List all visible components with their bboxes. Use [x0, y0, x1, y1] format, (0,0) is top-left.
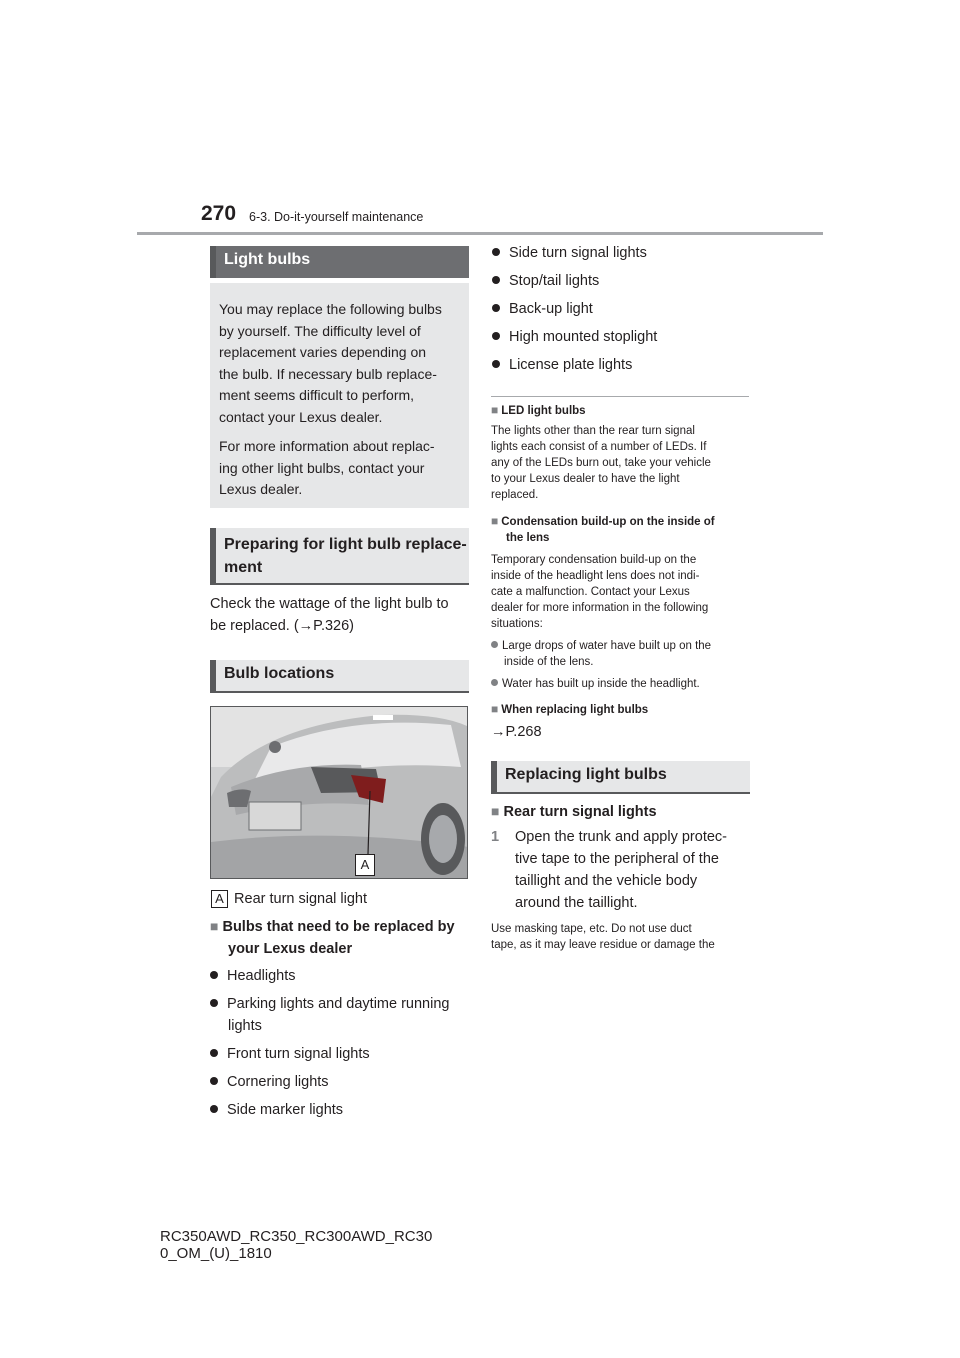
caption-label: A: [211, 890, 228, 908]
rear-car-illustration: [210, 706, 468, 879]
figure-caption: A Rear turn signal light: [211, 888, 367, 910]
preparing-heading: Preparing for light bulb replace- ment: [210, 528, 469, 585]
bullet-icon: [492, 304, 500, 312]
list-item: Stop/tail lights: [492, 270, 752, 292]
check-wattage-text: Check the wattage of the light bulb to be replaced. (→P.326): [210, 596, 449, 634]
bulbs-dealer-heading: ■ Bulbs that need to be replaced by your Lexus dealer: [210, 918, 455, 957]
tape-note: Use masking tape, etc. Do not use duct tape, as it may leave residue or damage the: [491, 923, 715, 951]
step-1: 1 Open the trunk and apply protec- tive tape to the peripheral of the taillight and the vehicle body around the taillight.: [491, 826, 753, 914]
list-item: High mounted stoplight: [492, 326, 752, 348]
bulb-locations-heading: Bulb locations: [210, 660, 469, 693]
square-bullet-icon: ■: [491, 403, 499, 417]
bullet-icon: [210, 971, 218, 979]
list-item: Headlights: [210, 965, 475, 987]
bullet-icon: [210, 1077, 218, 1085]
bullet-icon: [492, 332, 500, 340]
when-replacing-ref[interactable]: →P.268: [491, 724, 542, 740]
list-item: Cornering lights: [210, 1071, 475, 1093]
bullet-icon: [210, 999, 218, 1007]
list-item: Water has built up inside the headlight.: [491, 676, 753, 692]
figure-callout-a: A: [355, 854, 375, 876]
bullet-icon: [491, 679, 498, 686]
list-item: Side marker lights: [210, 1099, 475, 1121]
bullet-icon: [492, 248, 500, 256]
step-number: 1: [491, 829, 500, 845]
bullet-icon: [492, 360, 500, 368]
rear-turn-heading: ■ Rear turn signal lights: [491, 803, 657, 820]
bullet-icon: [491, 641, 498, 648]
intro-paragraph-2: For more information about replac- ing other light bulbs, contact your Lexus dealer.: [219, 438, 435, 497]
car-rear-drawing: [211, 707, 468, 879]
list-item: Front turn signal lights: [210, 1043, 475, 1065]
square-bullet-icon: ■: [491, 803, 500, 819]
header-divider: [137, 232, 823, 235]
list-item: License plate lights: [492, 354, 752, 376]
square-bullet-icon: ■: [210, 918, 219, 934]
list-item: Large drops of water have built up on the: [491, 638, 753, 654]
light-bulbs-heading: Light bulbs: [210, 246, 469, 278]
square-bullet-icon: ■: [491, 514, 499, 528]
when-replacing-note: ■ When replacing light bulbs: [491, 702, 649, 716]
intro-box: [210, 283, 469, 508]
section-title: 6-3. Do-it-yourself maintenance: [249, 210, 424, 224]
condensation-note: ■ Condensation build-up on the inside of the lens Temporary condensation build-up on the inside of the headlight lens does not indi- cate a malfunction. Contact your Lexus dealer for more information in the following situations: Large drops of water have built up on the inside of the lens. Water has built up inside the headlight.: [491, 513, 753, 692]
square-bullet-icon: ■: [491, 702, 499, 716]
bulbs-dealer-list: Headlights Parking lights and daytime running lights Front turn signal lights Cornering lights Side marker lights: [210, 965, 475, 1121]
list-item: Parking lights and daytime running: [210, 993, 475, 1015]
replacing-heading: Replacing light bulbs: [491, 761, 750, 794]
bulbs-list-continued: [492, 242, 752, 376]
bullet-icon: [210, 1105, 218, 1113]
intro-paragraph-1: You may replace the following bulbs by yourself. The difficulty level of replacement varies depending on the bulb. If necessary bulb replace- ment seems difficult to perform, contact your Lexus dealer.: [219, 301, 442, 425]
list-item: Side turn signal lights: [492, 242, 752, 264]
bullet-icon: [210, 1049, 218, 1057]
document-code: RC350AWD_RC350_RC300AWD_RC30 0_OM_(U)_1810: [160, 1228, 433, 1262]
notes-divider: [491, 396, 749, 397]
led-note: ■ LED light bulbs The lights other than the rear turn signal lights each consist of a number of LEDs. If any of the LEDs burn out, take your vehicle to your Lexus dealer to have the light replaced.: [491, 403, 711, 501]
list-item: Back-up light: [492, 298, 752, 320]
page-number: 270: [201, 202, 237, 225]
bullet-icon: [492, 276, 500, 284]
